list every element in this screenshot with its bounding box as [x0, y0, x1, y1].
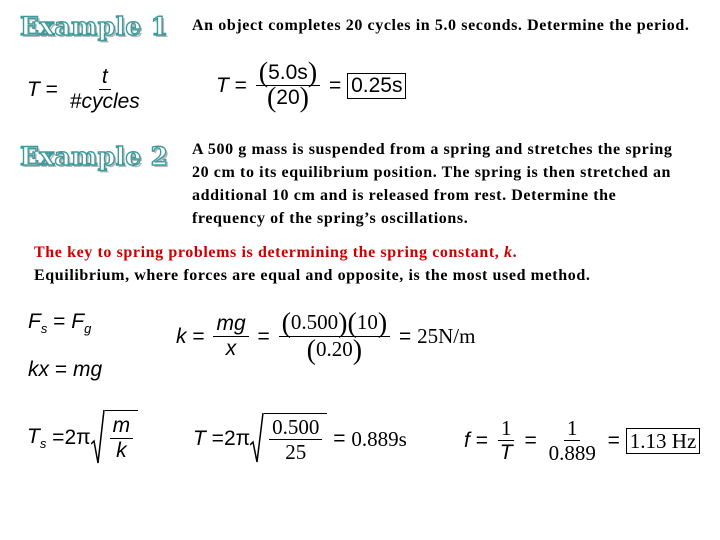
period-solution-equation: T = $\frac{(5.0s)}{(20)}$ = 0.25s	[216, 62, 406, 110]
k-denominator: k	[116, 439, 127, 462]
period-calculation-equation	[193, 413, 407, 465]
one-numerator: 1	[498, 417, 515, 441]
example-2-title: Example 2	[20, 142, 169, 171]
two-pi-coefficient: 2π	[223, 427, 251, 450]
spring-constant-symbol: k	[504, 244, 513, 261]
one-numerator: 1	[564, 417, 581, 441]
example-1-problem: An object completes 20 cycles in 5.0 seconds. Determine the period.	[192, 17, 690, 34]
square-root	[250, 413, 327, 465]
k-symbol: k	[176, 324, 187, 348]
equals-sign: =	[399, 324, 412, 348]
period-symbol: T	[193, 427, 206, 450]
key-note-line-1	[34, 241, 517, 264]
equals-sign: =	[45, 77, 58, 101]
period-formula-equation	[27, 410, 138, 466]
frequency-calculation-equation	[464, 417, 700, 464]
period-denominator: T	[499, 441, 513, 464]
equals-sign: =	[475, 428, 488, 452]
force-balance-equation	[28, 310, 91, 336]
mass-numerator: m	[110, 415, 134, 439]
spring-constant-value: 25	[285, 440, 307, 464]
hooke-equilibrium-equation	[28, 358, 102, 382]
frequency-symbol: f	[464, 428, 470, 452]
frequency-result: 1.13 Hz	[626, 428, 701, 454]
gravity-force-symbol: F	[71, 310, 85, 333]
spring-subscript: s	[39, 436, 47, 451]
mg-numerator: mg	[213, 313, 248, 337]
example-1-title: Example 1	[20, 12, 169, 41]
kx-term: kx	[28, 358, 49, 381]
spring-constant-result: 25N/m	[417, 324, 476, 349]
period-result: 0.889s	[351, 426, 407, 451]
equals-sign: =	[52, 426, 65, 449]
equals-sign: =	[607, 428, 620, 452]
gravity-value: 10	[356, 310, 378, 334]
key-note-period: .	[512, 244, 518, 261]
time-value: 5.0s	[268, 61, 308, 84]
spring-force-symbol: F	[28, 310, 41, 333]
period-definition-equation	[27, 66, 146, 113]
time-numerator: t	[99, 66, 111, 90]
cycles-value: 20	[276, 86, 300, 110]
equals-sign: =	[234, 73, 247, 97]
gravity-subscript: g	[84, 321, 92, 336]
mg-term: mg	[72, 358, 103, 381]
equals-sign: =	[53, 310, 66, 333]
mass-value: 0.500	[269, 416, 322, 440]
square-root	[91, 410, 139, 466]
equals-sign: =	[328, 73, 342, 97]
equals-sign: =	[257, 324, 270, 348]
stretch-value: 0.20	[316, 337, 353, 362]
period-value: 0.889	[548, 441, 596, 465]
equals-sign: =	[54, 358, 68, 381]
spring-subscript: s	[40, 321, 48, 336]
equals-sign: =	[524, 428, 537, 452]
spring-constant-calculation: k = $\frac{mg}{x}$ = $\frac{(0.500)(10)}{(0.20)}$ = 25N/m	[176, 308, 476, 367]
radical-sign-icon	[250, 413, 264, 465]
cycles-denominator: #cycles	[69, 90, 140, 113]
two-pi-coefficient: 2π	[64, 426, 91, 449]
equals-sign: =	[192, 324, 205, 348]
mass-value: 0.500	[290, 310, 339, 334]
x-denominator: x	[225, 337, 237, 361]
key-note-text: The key to spring problems is determining the spring constant,	[34, 244, 500, 261]
period-symbol: T	[27, 77, 40, 101]
radical-sign-icon	[91, 410, 105, 466]
period-symbol: T	[27, 425, 40, 448]
period-symbol: T	[216, 73, 229, 97]
equals-sign: =	[211, 427, 224, 450]
period-result: 0.25s	[347, 73, 406, 99]
example-2-problem: A 500 g mass is suspended from a spring and stretches the spring 20 cm to its equilibrium position. The spring is then stretched an additional 10 cm and is released from rest. Determine the frequency of the spring’s oscillations.	[192, 141, 673, 227]
key-note-line-2: Equilibrium, where forces are equal and opposite, is the most used method.	[34, 267, 591, 284]
equals-sign: =	[333, 427, 346, 450]
